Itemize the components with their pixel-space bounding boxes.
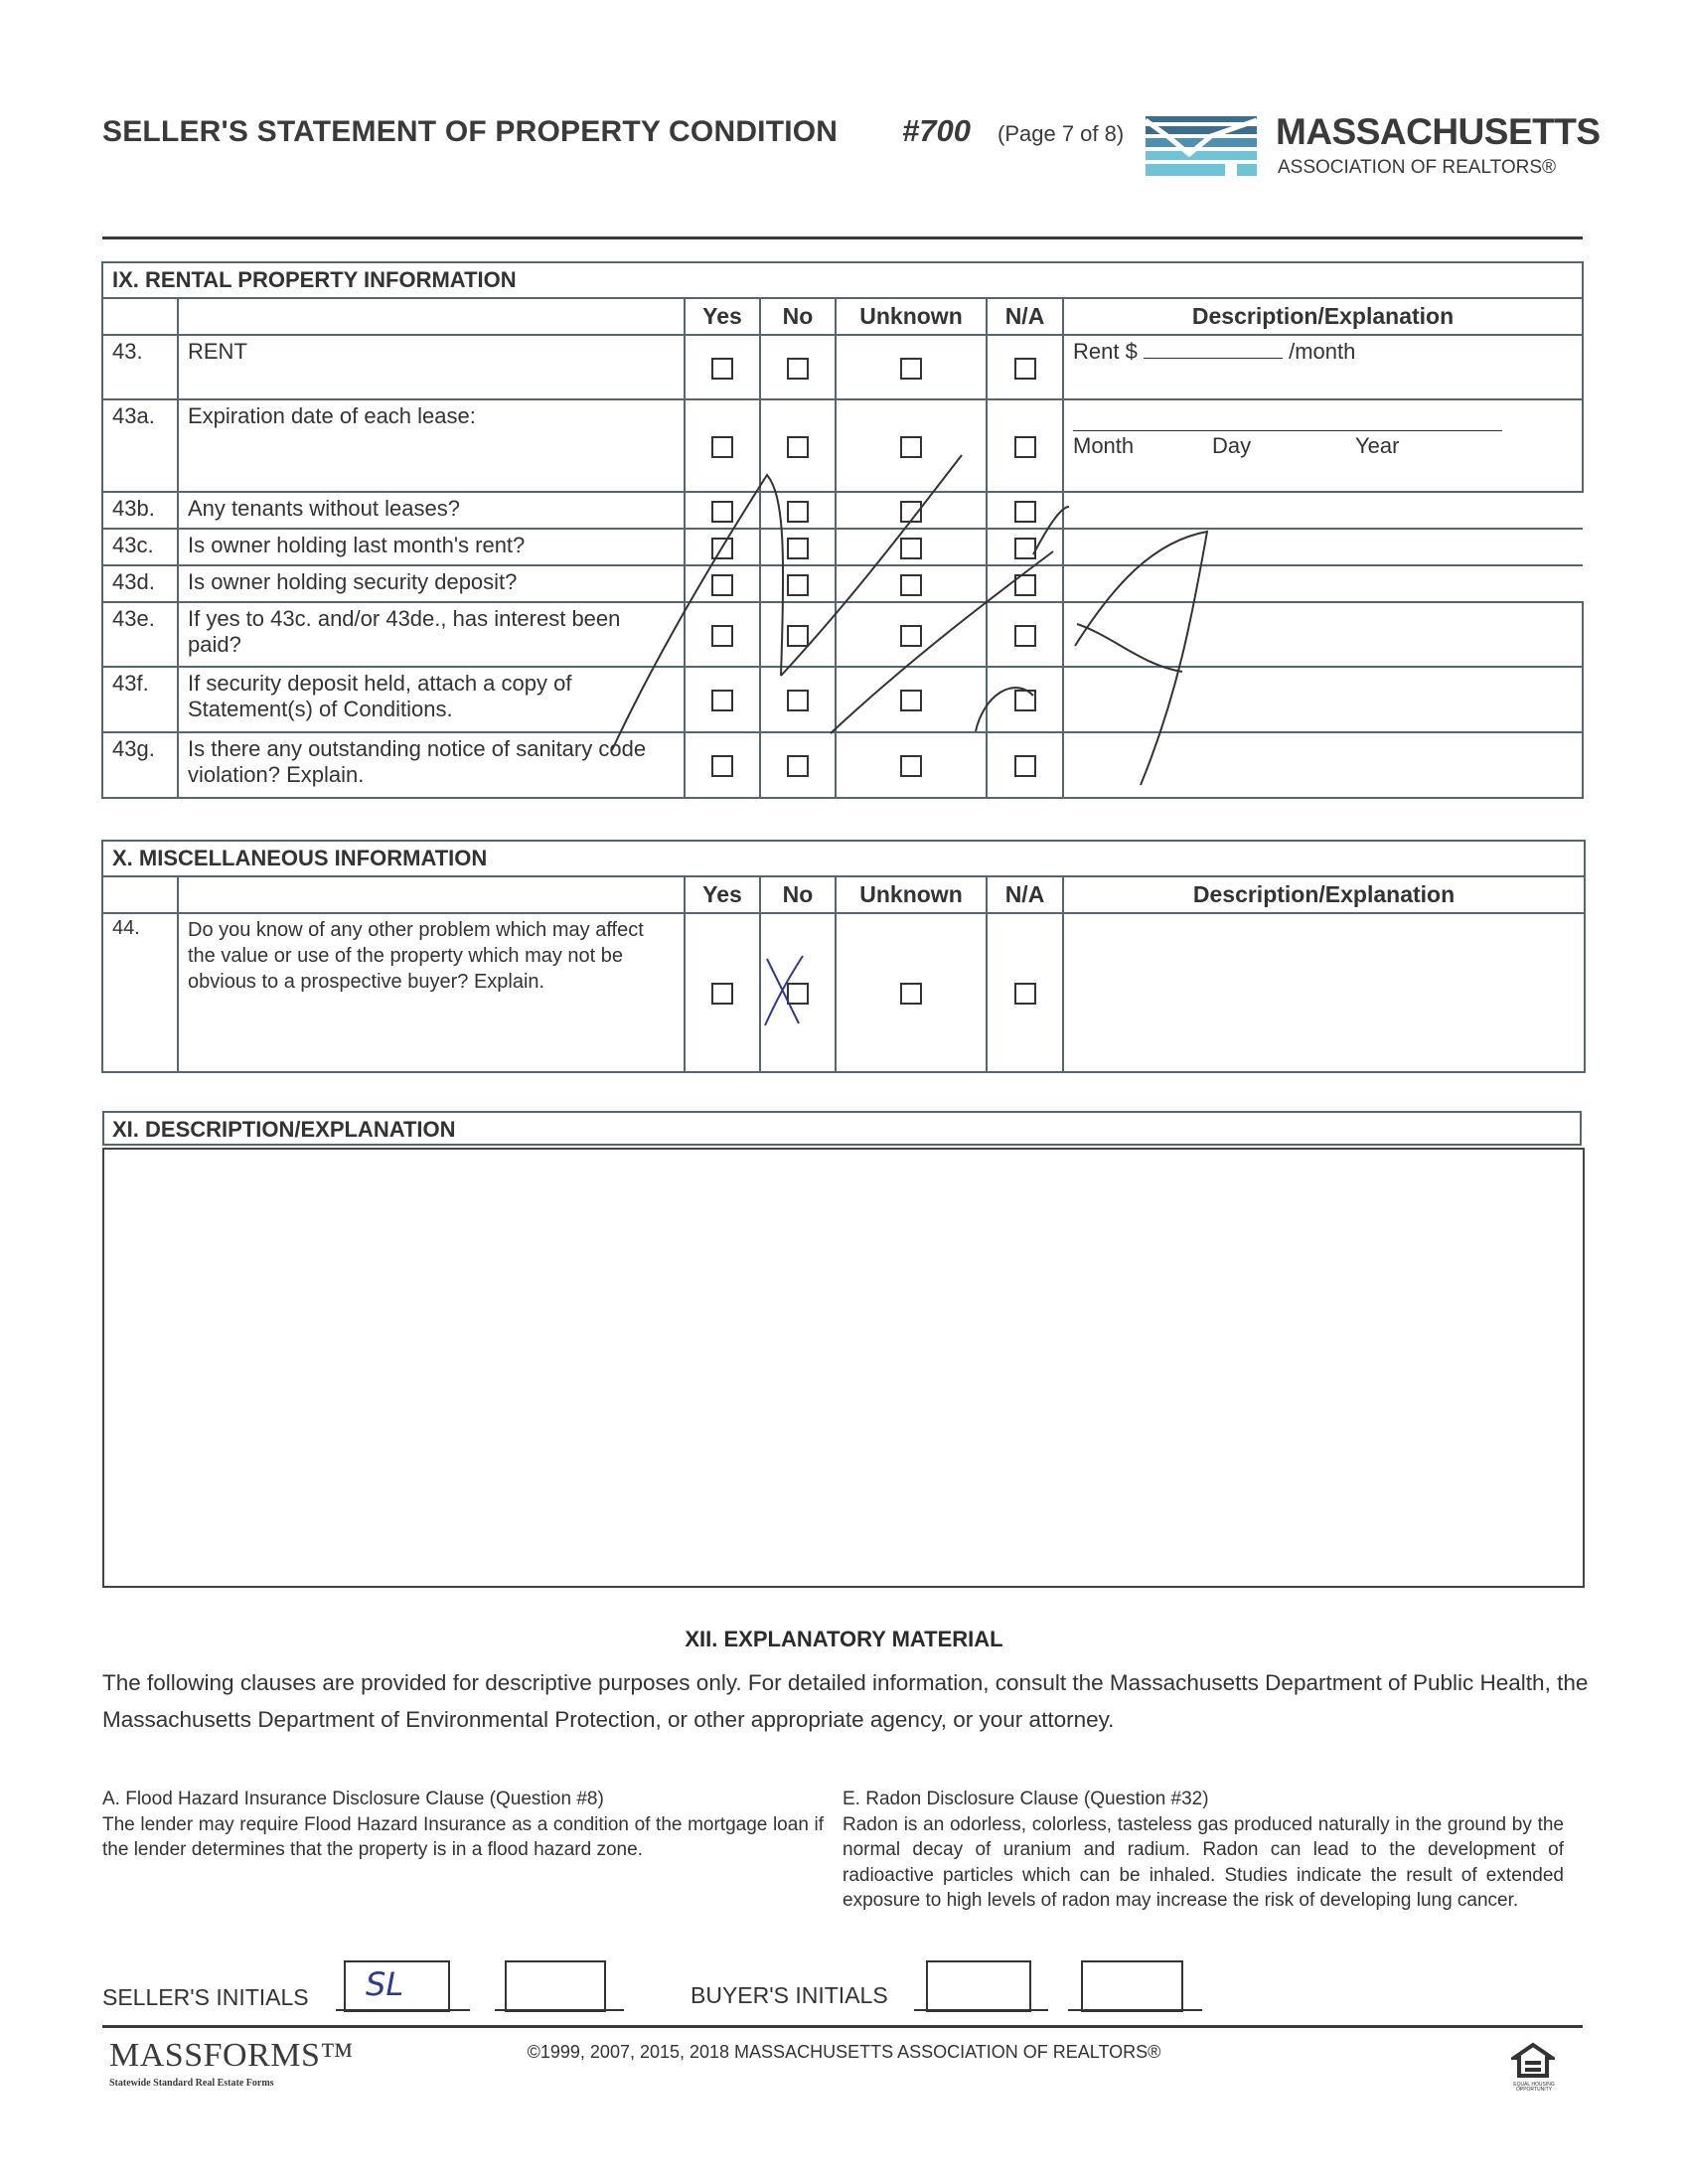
row-number: 43. [102,335,178,399]
table-row [102,913,1585,1072]
row-label: If security deposit held, attach a copy of Statement(s) of Conditions. [178,667,685,732]
row-number: 43g. [102,732,178,798]
lease-date-field[interactable] [1063,399,1583,492]
row-label: Is owner holding last month's rent? [178,529,685,565]
row-label: Is owner holding security deposit? [178,565,685,602]
unknown-checkbox[interactable] [900,755,922,777]
row-number: 43b. [102,492,178,529]
table-row [102,732,1583,798]
row-label: Do you know of any other problem which may affect the value or use of the property which may not be obvious to a prospective buyer? Explain. [178,913,685,1072]
table-row [102,335,1583,399]
massforms-logo: MASSFORMS™ [109,2037,355,2074]
col-yes: Yes [685,298,760,335]
col-yes: Yes [685,876,760,913]
no-checkbox[interactable] [787,538,809,559]
description-field[interactable] [1063,732,1583,798]
unknown-checkbox[interactable] [900,625,922,647]
massforms-subtitle: Statewide Standard Real Estate Forms [109,2078,274,2089]
no-checkbox[interactable] [787,436,809,458]
section-ix-title: IX. RENTAL PROPERTY INFORMATION [102,262,1583,298]
yes-checkbox[interactable] [711,625,733,647]
table-row [102,492,1583,529]
yes-checkbox[interactable] [711,755,733,777]
section-xi-title: XI. DESCRIPTION/EXPLANATION [102,1111,1582,1146]
form-title: SELLER'S STATEMENT OF PROPERTY CONDITION [102,115,839,148]
clause-e-title: E. Radon Disclosure Clause (Question #32) [843,1789,1209,1809]
row-label: If yes to 43c. and/or 43de., has interest been paid? [178,602,685,667]
buyer-initials-box-1[interactable] [926,1960,1031,2012]
row-label: Is there any outstanding notice of sanitary code violation? Explain. [178,732,685,798]
na-checkbox[interactable] [1014,690,1036,711]
col-na: N/A [987,298,1063,335]
na-checkbox[interactable] [1014,625,1036,647]
yes-checkbox[interactable] [711,436,733,458]
na-checkbox[interactable] [1014,574,1036,596]
section-x-title: X. MISCELLANEOUS INFORMATION [102,841,1585,876]
no-checkbox[interactable] [787,358,809,380]
unknown-checkbox[interactable] [900,538,922,559]
rental-property-table [101,261,1584,799]
equal-housing-text: EQUAL HOUSING OPPORTUNITY [1513,2082,1555,2093]
col-no: No [760,298,836,335]
row-number: 43a. [102,399,178,492]
logo-name: MASSACHUSETTS [1276,111,1601,152]
seller-initials-box-1[interactable] [344,1960,450,2012]
row-number: 43f. [102,667,178,732]
seller-initials-1-value: SL [366,1965,404,2003]
unknown-checkbox[interactable] [900,436,922,458]
seller-initials-label: SELLER'S INITIALS [102,1984,309,2010]
copyright: ©1999, 2007, 2015, 2018 MASSACHUSETTS ASSOCIATION OF REALTORS® [527,2042,1161,2062]
col-no: No [760,876,836,913]
no-checkbox[interactable] [787,501,809,523]
unknown-checkbox[interactable] [900,501,922,523]
unknown-checkbox[interactable] [900,983,922,1005]
description-field[interactable] [1063,667,1583,732]
buyer-initials-box-2[interactable] [1081,1960,1183,2012]
yes-checkbox[interactable] [711,574,733,596]
section-xii-intro: The following clauses are provided for descriptive purposes only. For detailed information, consult the Massachusetts Department of Public Health, the Massachusetts Department of Environmental Protection, or other appropriate agency, or your attorney. [102,1670,1589,1732]
table-row [102,399,1583,492]
logo-subtitle: ASSOCIATION OF REALTORS® [1278,157,1557,178]
clause-a-text: The lender may require Flood Hazard Insurance as a condition of the mortgage loan if the lender determines that the property is in a flood hazard zone. [102,1813,824,1860]
yes-checkbox[interactable] [711,358,733,380]
misc-info-table [101,840,1586,1073]
seller-initials-box-2[interactable] [505,1960,606,2012]
col-description: Description/Explanation [1063,876,1585,913]
na-checkbox[interactable] [1014,436,1036,458]
buyer-initials-label: BUYER'S INITIALS [691,1982,888,2008]
clause-e-text: Radon is an odorless, colorless, tasteless gas produced naturally in the ground by the normal decay of uranium and radium. Radon can lead to the development of radioactive particles which can be inhaled. Studies indicate the result of extended exposure to high levels of radon may increase the risk of developing lung cancer. [843,1813,1564,1911]
year-label: Year [1355,433,1400,458]
equal-housing-icon [1511,2042,1555,2082]
yes-checkbox[interactable] [711,690,733,711]
unknown-checkbox[interactable] [900,358,922,380]
table-row [102,667,1583,732]
col-unknown: Unknown [836,876,987,913]
page-indicator: (Page 7 of 8) [997,121,1125,146]
no-checkbox[interactable] [787,574,809,596]
row-label: Any tenants without leases? [178,492,685,529]
row-number: 43d. [102,565,178,602]
no-checkbox[interactable] [787,755,809,777]
row-label: RENT [178,335,685,399]
clause-a [102,1787,824,1863]
month-label: Month [1073,433,1135,458]
na-checkbox[interactable] [1014,501,1036,523]
header-rule [102,236,1583,239]
row-number: 44. [102,913,178,1072]
description-field[interactable] [1063,492,1583,529]
form-number: #700 [902,113,971,148]
clause-a-title: A. Flood Hazard Insurance Disclosure Clause (Question #8) [102,1789,604,1809]
col-description: Description/Explanation [1063,298,1583,335]
na-checkbox[interactable] [1014,755,1036,777]
row-label: Expiration date of each lease: [178,399,685,492]
table-row [102,529,1583,565]
unknown-checkbox[interactable] [900,690,922,711]
table-row [102,602,1583,667]
na-checkbox[interactable] [1014,538,1036,559]
section-xii-title: XII. EXPLANATORY MATERIAL [685,1627,1003,1651]
footer-rule [102,2025,1583,2028]
clause-e [843,1787,1564,1914]
mar-logo-icon [1146,114,1257,178]
na-checkbox[interactable] [1014,983,1036,1005]
rent-amount-line [1144,340,1283,359]
description-field[interactable] [1063,529,1583,565]
yes-checkbox[interactable] [711,501,733,523]
rent-field[interactable] [1063,335,1583,399]
description-field[interactable] [1063,565,1583,602]
no-checkbox[interactable] [787,625,809,647]
row-number: 43e. [102,602,178,667]
col-na: N/A [987,876,1063,913]
unknown-checkbox[interactable] [900,574,922,596]
rent-prefix: Rent $ [1073,339,1138,364]
na-checkbox[interactable] [1014,358,1036,380]
yes-checkbox[interactable] [711,983,733,1005]
table-row [102,565,1583,602]
col-unknown: Unknown [836,298,987,335]
day-label: Day [1212,433,1252,458]
explanation-textarea[interactable] [102,1148,1585,1588]
description-field[interactable] [1063,913,1585,1072]
rent-suffix: /month [1289,339,1356,364]
description-field[interactable] [1063,602,1583,667]
row-number: 43c. [102,529,178,565]
yes-checkbox[interactable] [711,538,733,559]
no-checkbox-checked[interactable] [787,983,809,1005]
no-checkbox[interactable] [787,690,809,711]
